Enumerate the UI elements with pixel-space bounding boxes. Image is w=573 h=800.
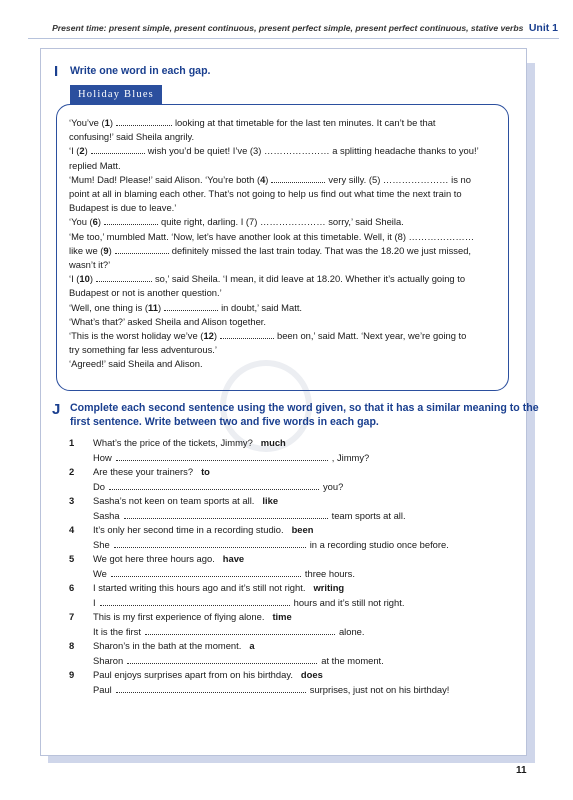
gap-number: 11: [148, 301, 158, 313]
item-number: 2: [69, 466, 75, 477]
second-sentence: Sharon at the moment.: [93, 654, 384, 666]
item-number: 7: [69, 611, 75, 622]
first-sentence: Paul enjoys surprises apart from on his birthday. does: [93, 669, 323, 680]
first-sentence: We got here three hours ago. have: [93, 553, 245, 564]
gap-blank[interactable]: [104, 216, 158, 225]
story-line: point at all in blaming each other. That’s not going to help us find out what time the next train to: [69, 188, 462, 199]
keyword: have: [222, 553, 245, 564]
unit-label: Unit 1: [528, 22, 558, 34]
running-title: Present time: present simple, present continuous, present perfect simple, present perfect continuous, stative verbs: [52, 23, 524, 33]
gap-number: 4: [260, 173, 266, 185]
story-title-tab: Holiday Blues: [70, 85, 162, 105]
gap-number: 6: [92, 216, 98, 228]
story-line: ‘You (6) quite right, darling. I (7) ………………… sorry,’ said Sheila.: [69, 216, 404, 228]
story-line: like we (9) definitely missed the last train today. That was the 18.20 we just missed,: [69, 244, 472, 256]
first-sentence: I started writing this hours ago and it’s still not right. writing: [93, 582, 345, 593]
gap-blank[interactable]: [115, 245, 169, 254]
story-line: ‘I (10) so,’ said Sheila. ‘I mean, it did leave at 18.20. Whether it’s actually going to: [69, 273, 466, 285]
gap-blank[interactable]: [116, 117, 172, 126]
section-i-letter: I: [54, 63, 59, 80]
section-j-instruction-line2: first sentence. Write between two and five words in each gap.: [70, 416, 379, 428]
gap-blank[interactable]: [91, 145, 145, 154]
answer-blank[interactable]: [109, 481, 319, 490]
answer-blank[interactable]: [124, 510, 328, 519]
running-header: [0, 22, 558, 34]
item-number: 3: [69, 495, 75, 506]
first-sentence: Sasha’s not keen on team sports at all. like: [93, 495, 279, 506]
answer-blank[interactable]: [111, 568, 301, 577]
gap-blank[interactable]: [220, 330, 274, 339]
second-sentence: Sasha team sports at all.: [93, 509, 406, 521]
story-line: ‘You’ve (1) looking at that timetable for the last ten minutes. It can’t be that: [69, 117, 436, 128]
keyword: does: [300, 669, 323, 680]
page-number: 11: [516, 765, 527, 776]
gap-blank[interactable]: [96, 273, 152, 282]
answer-blank[interactable]: [116, 684, 306, 693]
keyword: been: [291, 524, 314, 535]
item-number: 6: [69, 582, 75, 593]
first-sentence: What’s the price of the tickets, Jimmy? much: [93, 437, 286, 448]
item-number: 8: [69, 640, 75, 651]
story-line: confusing!’ said Sheila angrily.: [69, 131, 195, 143]
second-sentence: It is the first alone.: [93, 625, 365, 637]
first-sentence: This is my first experience of flying alone. time: [93, 611, 292, 622]
story-line: ‘I (2) wish you’d be quiet! I’ve (3) ………………… a splitting headache thanks to you!’: [69, 145, 479, 157]
story-line: ‘This is the worst holiday we’ve (12) been on,’ said Matt. ‘Next year, we’re going to: [69, 330, 467, 341]
item-number: 1: [69, 437, 75, 448]
gap-number: 9: [103, 244, 109, 256]
keyword: much: [260, 437, 286, 448]
gap-number: 1: [104, 117, 110, 128]
item-number: 5: [69, 553, 75, 564]
second-sentence: How , Jimmy?: [93, 451, 370, 463]
story-line: ‘What’s that?’ asked Sheila and Alison together.: [69, 315, 267, 327]
answer-blank[interactable]: [127, 655, 317, 664]
gap-blank[interactable]: [164, 302, 218, 311]
first-sentence: Are these your trainers? to: [93, 466, 210, 477]
keyword: writing: [313, 582, 345, 593]
answer-blank[interactable]: [100, 597, 290, 606]
answer-blank[interactable]: [145, 626, 335, 635]
story-line: try something far less adventurous.’: [69, 344, 217, 356]
item-number: 4: [69, 524, 75, 535]
gap-blank[interactable]: [271, 174, 325, 183]
story-line: wasn’t it?’: [69, 259, 111, 270]
story-line: ‘Mum! Dad! Please!’ said Alison. ‘You’re both (4) very silly. (5) ………………… is no: [69, 173, 471, 185]
answer-blank[interactable]: [116, 452, 328, 461]
story-line: Budapest is due to leave.’: [69, 202, 177, 214]
story-line: ‘Me too,’ mumbled Matt. ‘Now, let’s have another look at this timetable. Well, it (8) …………………: [69, 230, 475, 242]
second-sentence: Do you?: [93, 480, 344, 492]
second-sentence: We three hours.: [93, 567, 355, 579]
story-line: replied Matt.: [69, 159, 121, 171]
story-line: Budapest or not is another question.’: [69, 287, 222, 299]
gap-number: 12: [203, 330, 214, 341]
second-sentence: She in a recording studio once before.: [93, 538, 449, 550]
answer-blank[interactable]: [114, 539, 306, 548]
keyword: like: [262, 495, 279, 506]
keyword: to: [201, 466, 210, 477]
second-sentence: Paul surprises, just not on his birthday!: [93, 683, 450, 695]
keyword: a: [249, 640, 255, 651]
story-line: ‘Agreed!’ said Sheila and Alison.: [69, 358, 203, 370]
first-sentence: Sharon’s in the bath at the moment. a: [93, 640, 255, 651]
section-j-letter: J: [52, 401, 61, 418]
header-rule: [28, 38, 559, 39]
section-i-instruction: Write one word in each gap.: [70, 65, 211, 77]
section-j-instruction-line1: Complete each second sentence using the word given, so that it has a similar meaning to the: [70, 402, 539, 414]
second-sentence: I hours and it’s still not right.: [93, 596, 405, 608]
story-line: ‘Well, one thing is (11) in doubt,’ said Matt.: [69, 301, 303, 313]
keyword: time: [272, 611, 292, 622]
first-sentence: It’s only her second time in a recording studio. been: [93, 524, 314, 535]
gap-number: 10: [79, 273, 90, 285]
gap-number: 2: [79, 145, 85, 157]
item-number: 9: [69, 669, 75, 680]
